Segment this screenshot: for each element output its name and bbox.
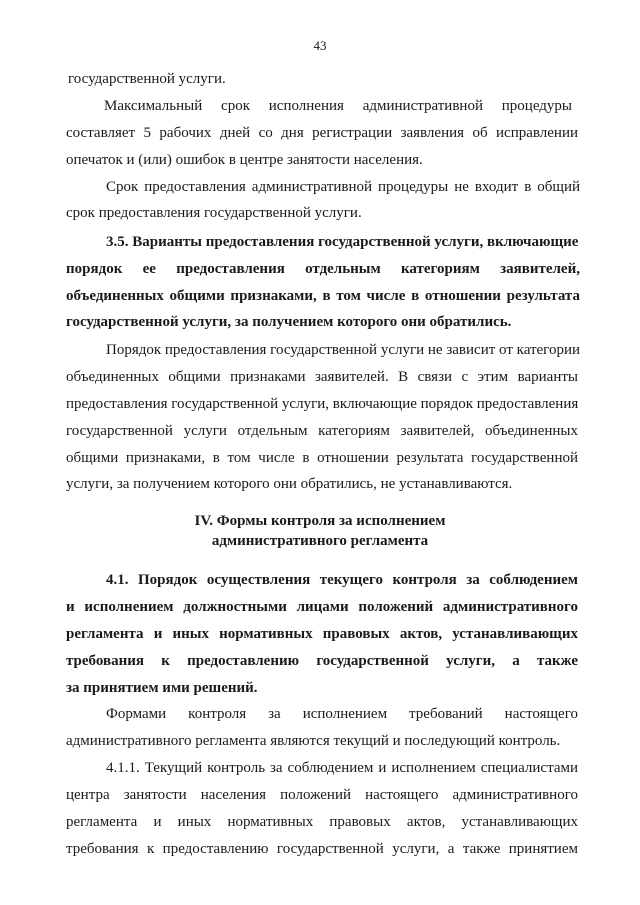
word: срок (221, 98, 250, 114)
text-line: опечаток и (или) ошибок в центре занятости населения. (66, 152, 423, 168)
word: категориям (401, 261, 480, 277)
word: требования (66, 653, 144, 669)
text-line: центра занятости населения положений настоящего административного (66, 787, 578, 803)
text-line (106, 705, 578, 723)
word: контроля (188, 706, 247, 722)
word: также (536, 653, 578, 669)
word: требований (409, 706, 483, 722)
word: к (161, 653, 170, 669)
word: а (512, 653, 520, 669)
word: настоящего (504, 706, 578, 722)
word: Максимальный (104, 98, 203, 114)
word: исполнением (302, 706, 388, 722)
text-line: составляет 5 рабочих дней со дня регистрации заявления об исправлении (66, 125, 578, 141)
word: порядок (66, 261, 123, 277)
text-line: государственной услуги, за получением которого они обратились. (66, 314, 512, 330)
text-line: государственной услуги отдельным категориям заявителей, объединенных (66, 423, 578, 439)
text-line: Порядок предоставления государственной услуги не зависит от категории (106, 342, 581, 358)
word: за (268, 706, 281, 722)
text-line: за принятием ими решений. (66, 680, 258, 696)
page-number: 43 (313, 38, 327, 53)
text-line: услуги, за получением которого они обратились, не устанавливаются. (66, 476, 513, 492)
text-line: объединенных общими признаками, в том числе в отношении результата (66, 288, 580, 304)
text-line: административного регламента (211, 533, 429, 549)
word: административной (362, 98, 483, 114)
word: отдельным (305, 261, 381, 277)
text-line: 4.1.1. Текущий контроль за соблюдением и исполнением специалистами (106, 760, 578, 776)
word: государственной (316, 653, 429, 669)
text-line: 3.5. Варианты предоставления государственной услуги, включающие (106, 234, 579, 250)
text-line: административного регламента являются текущий и последующий контроль. (66, 733, 561, 749)
text-line: и исполнением должностными лицами положений административного (66, 599, 578, 615)
text-line (66, 260, 580, 278)
word: услуги, (446, 653, 495, 669)
text-line: общими признаками, в том числе в отношении результата государственной (66, 450, 578, 466)
text-line: государственной услуги. (68, 71, 226, 87)
text-line: предоставления государственной услуги, включающие порядок предоставления (66, 396, 579, 412)
text-line: регламента и иных нормативных правовых актов, устанавливающих (66, 814, 578, 830)
text-line (66, 652, 578, 670)
text-line: требования к предоставлению государственной услуги, а также принятием (66, 841, 578, 857)
word: предоставлению (187, 653, 300, 669)
word: исполнения (268, 98, 344, 114)
text-line (104, 97, 572, 115)
word: процедуры (501, 98, 572, 114)
text-line: IV. Формы контроля за исполнением (194, 513, 446, 529)
text-line: срок предоставления государственной услуги. (66, 205, 362, 221)
word: предоставления (176, 261, 285, 277)
word: заявителей, (500, 261, 580, 277)
word: Формами (106, 706, 167, 722)
text-line: 4.1. Порядок осуществления текущего контроля за соблюдением (106, 572, 578, 588)
text-line: регламента и иных нормативных правовых актов, устанавливающих (66, 626, 578, 642)
word: ее (142, 261, 156, 277)
text-line: объединенных общими признаками заявителей. В связи с этим варианты (66, 369, 578, 385)
text-line: Срок предоставления административной процедуры не входит в общий (106, 179, 580, 195)
